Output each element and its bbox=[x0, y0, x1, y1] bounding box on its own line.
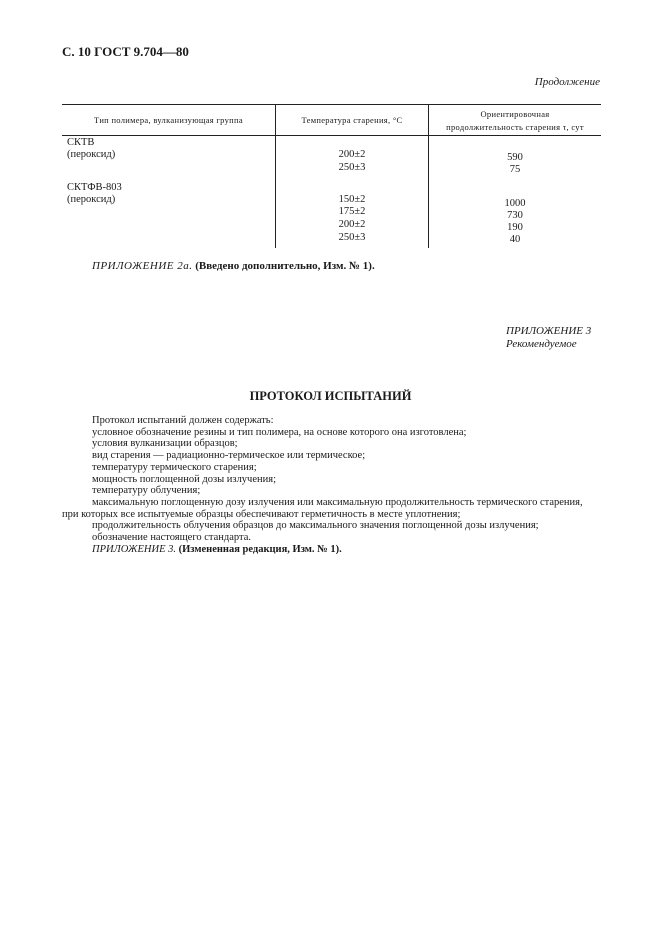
polymer-name: СКТФВ-803 bbox=[67, 182, 122, 193]
header-temperature: Температура старения, °С bbox=[301, 115, 403, 125]
aging-table bbox=[62, 104, 601, 248]
appendix-2a-amendment: (Введено дополнительно, Изм. № 1). bbox=[195, 260, 375, 272]
appendix-2a-title: ПРИЛОЖЕНИЕ 2а. bbox=[92, 260, 193, 272]
duration-cell: 590 bbox=[507, 152, 523, 163]
appendix-3-heading bbox=[506, 325, 591, 351]
protocol-note-text: (Измененная редакция, Изм. № 1). bbox=[178, 543, 342, 555]
duration-cell: 75 bbox=[509, 164, 521, 175]
temperature-cell: 150±2 bbox=[338, 194, 366, 205]
protocol-body bbox=[62, 415, 601, 555]
protocol-line: Протокол испытаний должен содержать: bbox=[92, 415, 274, 426]
temperature-cell: 250±3 bbox=[338, 232, 366, 243]
protocol-line: температуру облучения; bbox=[92, 485, 201, 497]
appendix-3-subtitle: Рекомендуемое bbox=[506, 338, 577, 350]
temperature-cell: 200±2 bbox=[338, 149, 366, 160]
protocol-line: температуру термического старения; bbox=[92, 461, 257, 473]
page-header: С. 10 ГОСТ 9.704—80 bbox=[62, 44, 189, 59]
duration-cell: 190 bbox=[507, 222, 523, 233]
duration-cell: 40 bbox=[509, 234, 521, 245]
temperature-cell: 200±2 bbox=[338, 219, 366, 230]
duration-cell: 1000 bbox=[504, 198, 526, 209]
protocol-title: ПРОТОКОЛ ИСПЫТАНИЙ bbox=[249, 389, 412, 403]
header-polymer: Тип полимера, вулканизующая группа bbox=[94, 115, 243, 125]
table-header-rule bbox=[62, 135, 601, 136]
polymer-group: (пероксид) bbox=[67, 149, 116, 160]
temperature-cell: 175±2 bbox=[338, 206, 366, 217]
protocol-line: вид старения — радиационно-термическое или термическое; bbox=[92, 450, 366, 462]
protocol-line: обозначение настоящего стандарта. bbox=[92, 532, 252, 544]
header-duration-line2: продолжительность старения τ, сут bbox=[446, 122, 584, 132]
polymer-group: (пероксид) bbox=[67, 194, 116, 205]
protocol-line: максимальную поглощенную дозу излучения или максимальную продолжительность термического старения, при которых все испытуемые образцы обеспечивают герметичность в месте уплотнения; bbox=[62, 496, 583, 520]
protocol-line: условное обозначение резины и тип полимера, на основе которого она изготовлена; bbox=[92, 426, 467, 438]
protocol-line: мощность поглощенной дозы излучения; bbox=[92, 473, 276, 485]
duration-cell: 730 bbox=[507, 210, 523, 221]
temperature-cell: 250±3 bbox=[338, 162, 366, 173]
protocol-note-title: ПРИЛОЖЕНИЕ 3. bbox=[92, 543, 176, 555]
polymer-name: СКТВ bbox=[67, 137, 95, 148]
header-duration-line1: Ориентировочная bbox=[480, 109, 550, 119]
appendix-2a-note bbox=[92, 260, 375, 272]
protocol-amendment-note bbox=[62, 544, 601, 556]
continuation-label: Продолжение bbox=[534, 76, 600, 88]
header-duration bbox=[429, 108, 601, 134]
table-top-rule bbox=[62, 104, 601, 105]
appendix-3-title: ПРИЛОЖЕНИЕ 3 bbox=[506, 325, 592, 337]
protocol-line: продолжительность облучения образцов до максимального значения поглощенной дозы излучения; bbox=[92, 520, 539, 532]
protocol-line: условия вулканизации образцов; bbox=[92, 438, 238, 450]
